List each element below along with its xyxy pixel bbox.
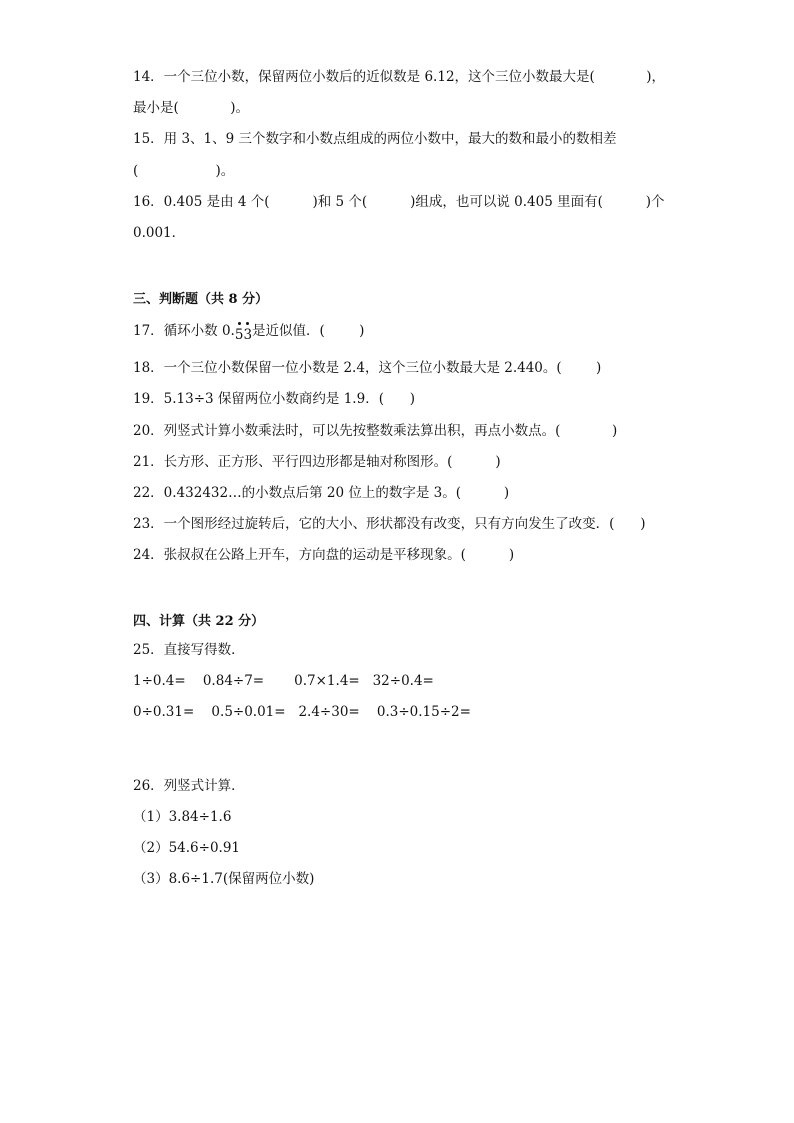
repeating-digit-3: 3 <box>243 327 253 343</box>
question-17-suffix: 是近似值．( ) <box>252 323 365 339</box>
question-17-prefix: 17．循环小数 0. <box>133 323 235 339</box>
section-3-heading: 三、判断题（共 8 分） <box>133 292 269 307</box>
repeating-digit-5: 5 <box>234 327 244 343</box>
question-19: 19．5.13÷3 保留两位小数商约是 1.9．( ) <box>133 391 415 407</box>
question-24: 24．张叔叔在公路上开车，方向盘的运动是平移现象。( ) <box>133 547 515 563</box>
question-25-row-1: 1÷0.4= 0.84÷7= 0.7×1.4= 32÷0.4= <box>133 673 434 689</box>
question-16-line-2: 0.001． <box>133 225 186 241</box>
question-26-title: 26．列竖式计算． <box>133 778 245 794</box>
question-17 <box>133 322 365 343</box>
question-26-item-1: （1）3.84÷1.6 <box>133 809 232 825</box>
section-4-heading: 四、计算（共 22 分） <box>133 614 265 629</box>
question-15-line-2: ( )。 <box>133 163 235 179</box>
question-23: 23．一个图形经过旋转后，它的大小、形状都没有改变，只有方向发生了改变．( ) <box>133 516 646 532</box>
question-14-line-2: 最小是( )。 <box>133 100 250 116</box>
question-22: 22．0.432432…的小数点后第 20 位上的数字是 3。( ) <box>133 485 510 501</box>
question-26-item-2: （2）54.6÷0.91 <box>133 840 241 856</box>
question-14-line-1: 14．一个三位小数，保留两位小数后的近似数是 6.12，这个三位小数最大是( )， <box>133 69 666 85</box>
question-16-line-1: 16．0.405 是由 4 个( )和 5 个( )组成，也可以说 0.405 里面有( )个 <box>133 194 665 210</box>
question-18: 18．一个三位小数保留一位小数是 2.4，这个三位小数最大是 2.440。( ) <box>133 360 602 376</box>
question-21: 21．长方形、正方形、平行四边形都是轴对称图形。( ) <box>133 454 501 470</box>
question-25-row-2: 0÷0.31= 0.5÷0.01= 2.4÷30= 0.3÷0.15÷2= <box>133 704 471 720</box>
question-26-item-3: （3）8.6÷1.7(保留两位小数) <box>133 871 315 887</box>
question-25-title: 25．直接写得数． <box>133 642 245 658</box>
question-15-line-1: 15．用 3、1、9 三个数字和小数点组成的两位小数中，最大的数和最小的数相差 <box>133 131 617 147</box>
question-20: 20．列竖式计算小数乘法时，可以先按整数乘法算出积，再点小数点。( ) <box>133 423 618 439</box>
